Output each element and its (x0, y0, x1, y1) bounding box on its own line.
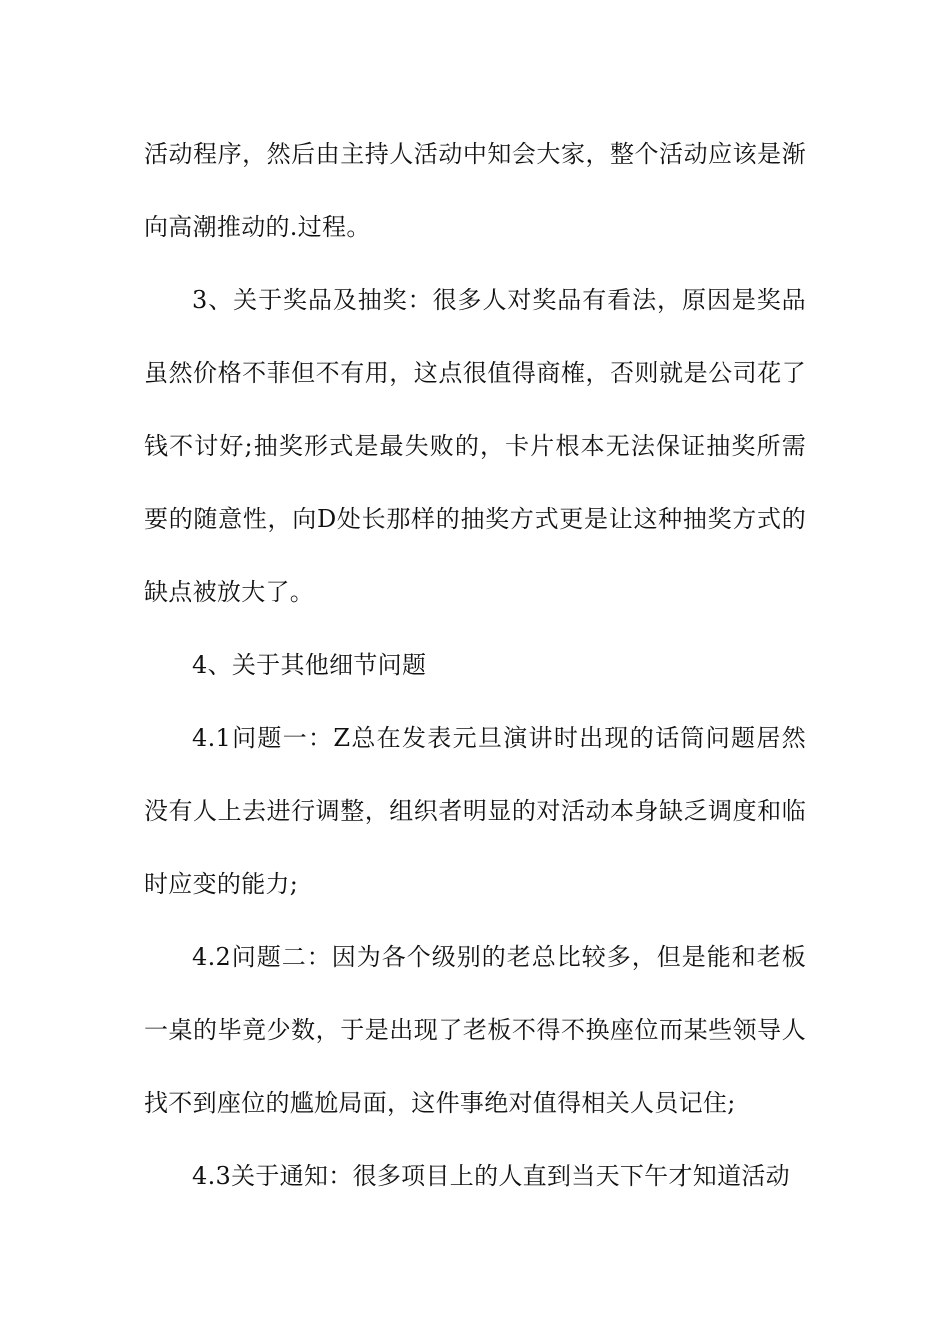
paragraph-other-details-heading: 4、关于其他细节问题 (192, 651, 427, 679)
paragraph-continuation: 活动程序，然后由主持人活动中知会大家，整个活动应该是渐向高潮推动的.过程。 (144, 140, 806, 241)
paragraph-issue-one: 4.1问题一：Z总在发表元旦演讲时出现的话筒问题居然没有人上去进行调整，组织者明显的对活动本身缺乏调度和临时应变的能力; (144, 724, 806, 898)
document-body (144, 118, 806, 1213)
paragraph-notification: 4.3关于通知：很多项目上的人直到当天下午才知道活动 (192, 1162, 790, 1190)
paragraph-issue-two: 4.2问题二：因为各个级别的老总比较多，但是能和老板一桌的毕竟少数，于是出现了老板不得不换座位而某些领导人找不到座位的尴尬局面，这件事绝对值得相关人员记住; (144, 943, 806, 1117)
paragraph-prizes-and-lottery: 3、关于奖品及抽奖：很多人对奖品有看法，原因是奖品虽然价格不菲但不有用，这点很值得商榷，否则就是公司花了钱不讨好;抽奖形式是最失败的，卡片根本无法保证抽奖所需要的随意性，向D处长那样的抽奖方式更是让这种抽奖方式的缺点被放大了。 (144, 286, 806, 606)
